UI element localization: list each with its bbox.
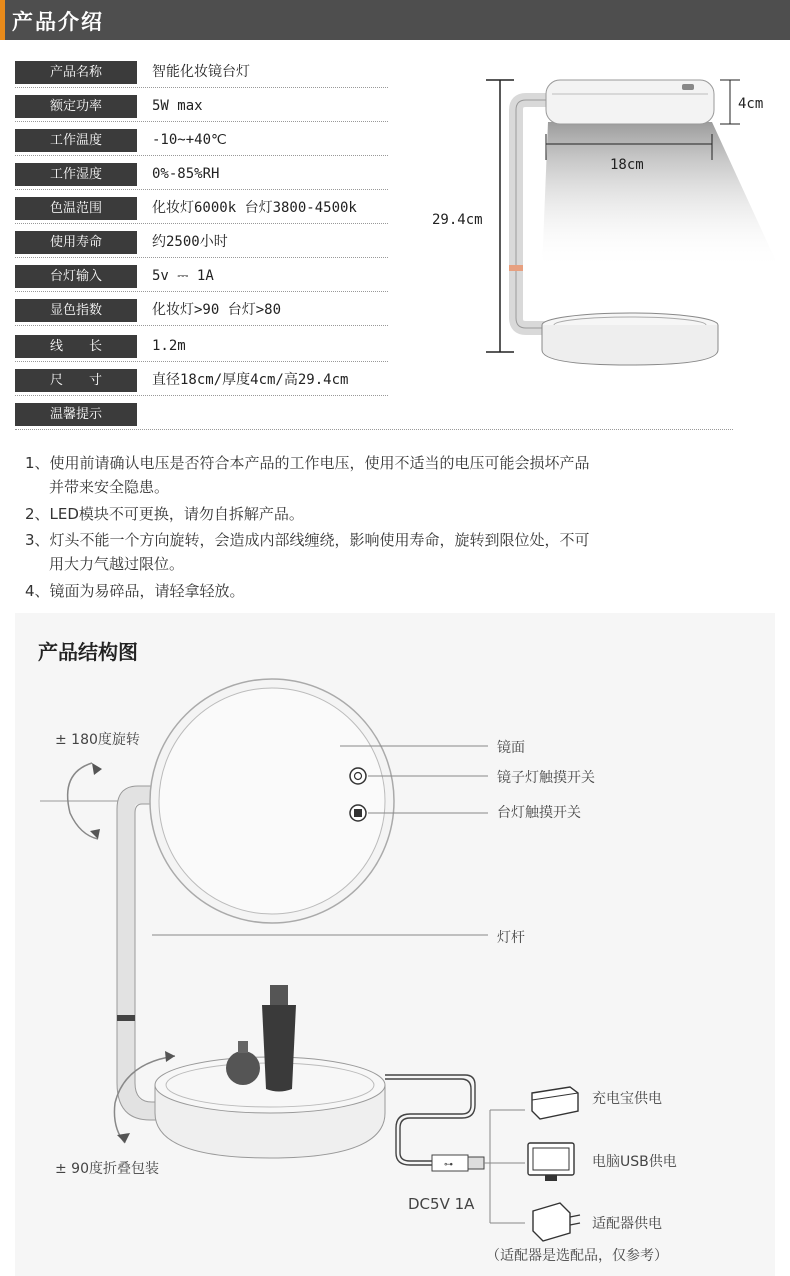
thickness-label: 4cm (738, 96, 764, 112)
spec-label: 线 长 (15, 335, 137, 358)
spec-value: -10~+40℃ (152, 132, 227, 148)
spec-value: 1.2m (152, 338, 186, 354)
note-3: 3、灯头不能一个方向旋转，会造成内部线缠绕，影响使用寿命，旋转到限位处，不可 (25, 531, 590, 549)
structure-title: 产品结构图 (38, 640, 138, 664)
diameter-label: 18cm (610, 157, 644, 173)
note-4: 4、镜面为易碎品，请轻拿轻放。 (25, 582, 245, 600)
spec-label: 温馨提示 (15, 403, 137, 426)
spec-row (15, 335, 388, 359)
spec-value: 化妆灯>90 台灯>80 (152, 302, 282, 318)
spec-label: 额定功率 (15, 95, 137, 118)
spec-row (15, 197, 388, 221)
note-1: 1、使用前请确认电压是否符合本产品的工作电压，使用不适当的电压可能会损坏产品 (25, 454, 590, 472)
pole-joint (509, 265, 523, 271)
spec-value: 直径18cm/厚度4cm/高29.4cm (152, 372, 349, 388)
spec-row (15, 369, 388, 393)
spec-label: 尺 寸 (15, 369, 137, 392)
pole-label: 灯杆 (497, 930, 525, 946)
rotate-label: ± 180度旋转 (55, 732, 140, 748)
perfume-bottle (226, 1051, 260, 1085)
mirror-label: 镜面 (497, 740, 525, 756)
spec-label: 台灯输入 (15, 265, 137, 288)
spec-label: 显色指数 (15, 299, 137, 322)
spec-row (15, 61, 388, 85)
spec-row (15, 95, 388, 119)
mirror-switch-icon (350, 768, 366, 784)
spec-label: 产品名称 (15, 61, 137, 84)
adapter-note: （适配器是选配品，仅参考） (486, 1248, 668, 1264)
spec-label: 使用寿命 (15, 231, 137, 254)
note-2: 2、LED模块不可更换，请勿自拆解产品。 (25, 505, 304, 523)
spec-row (15, 231, 388, 255)
spec-value: 约2500小时 (152, 234, 228, 250)
spec-value: 化妆灯6000k 台灯3800-4500k (152, 200, 357, 216)
pc-usb-label: 电脑USB供电 (592, 1154, 677, 1170)
lamp-base (542, 325, 718, 365)
spec-row (15, 265, 388, 289)
lamp-pole (516, 100, 548, 328)
powerbank-label: 充电宝供电 (592, 1091, 662, 1107)
spec-value: 智能化妆镜台灯 (152, 64, 250, 80)
mirror-switch-label: 镜子灯触摸开关 (497, 770, 595, 786)
header-accent (0, 0, 5, 40)
adapter-label: 适配器供电 (592, 1216, 662, 1232)
spec-value: 5W max (152, 98, 203, 114)
spec-row (15, 403, 733, 427)
pole-ring (117, 1015, 135, 1021)
section-header (0, 0, 790, 40)
lamp-switch-label: 台灯触摸开关 (497, 805, 581, 821)
section-title: 产品介绍 (12, 9, 104, 34)
note-1-cont: 并带来安全隐患。 (49, 478, 170, 496)
lotion-bottle (262, 1005, 296, 1092)
mirror-surface (159, 688, 385, 914)
height-label: 29.4cm (432, 212, 483, 228)
spec-label: 工作温度 (15, 129, 137, 152)
spec-label: 工作湿度 (15, 163, 137, 186)
dc-spec-label: DC5V 1A (408, 1195, 475, 1213)
adapter-icon (533, 1203, 570, 1241)
spec-value: 0%-85%RH (152, 166, 220, 182)
fold-label: ± 90度折叠包装 (55, 1161, 159, 1177)
spec-label: 色温范围 (15, 197, 137, 220)
spec-row (15, 299, 388, 323)
spec-row (15, 129, 388, 153)
powerbank-icon (532, 1087, 578, 1119)
svg-text:⊶: ⊶ (444, 1160, 453, 1170)
spec-value: 5v ⎓ 1A (152, 268, 214, 284)
note-3-cont: 用大力气越过限位。 (49, 555, 185, 573)
spec-row (15, 163, 388, 187)
switch-dot (682, 84, 694, 90)
